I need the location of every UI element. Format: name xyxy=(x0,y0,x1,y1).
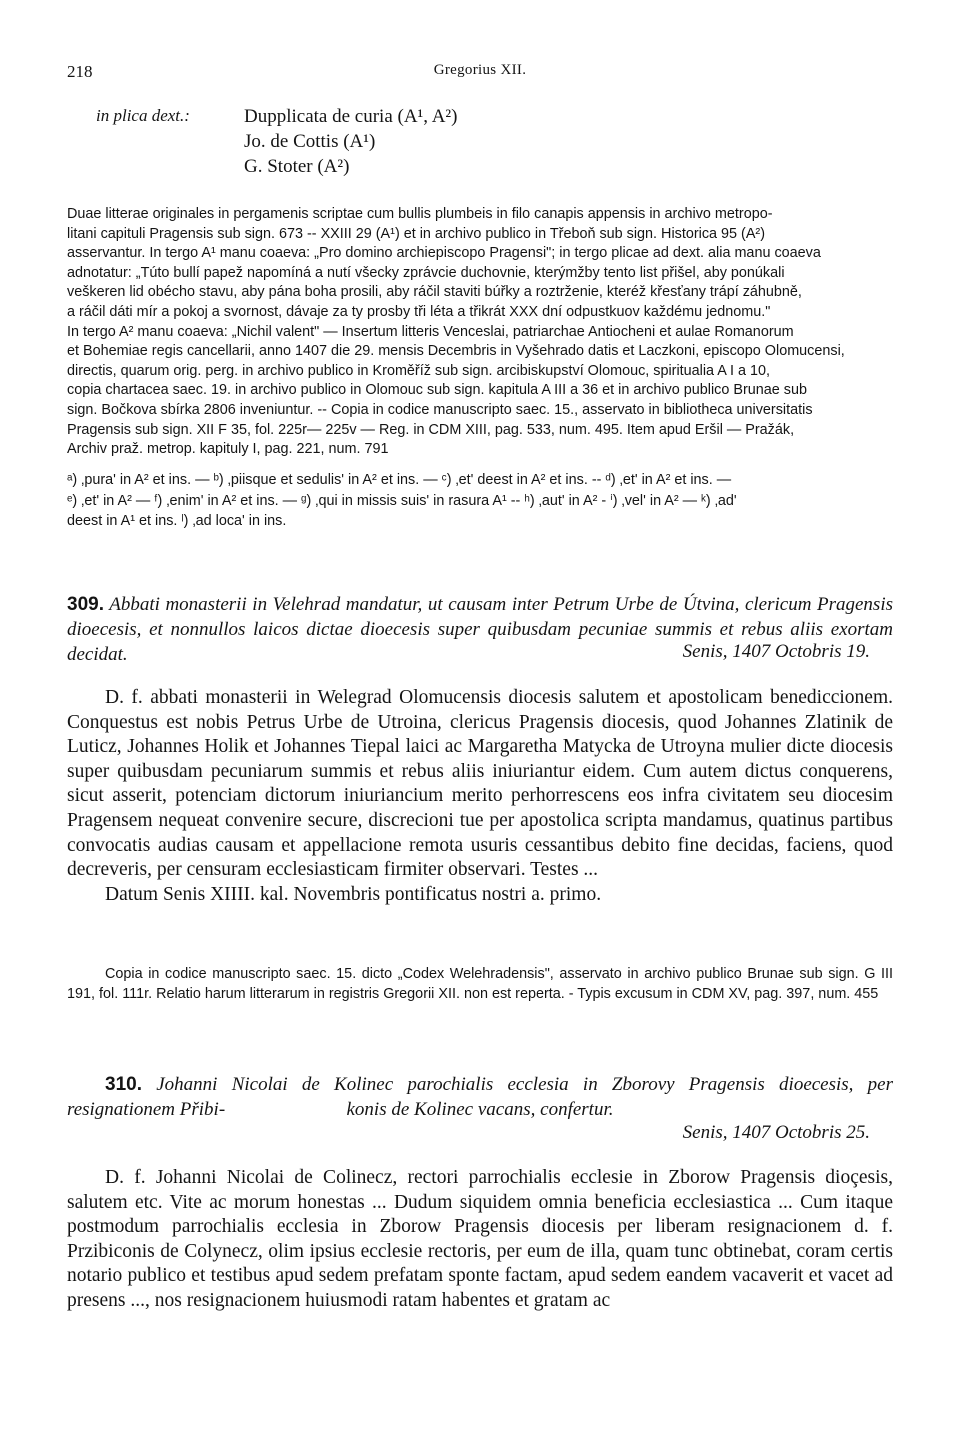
regest-text: Johanni Nicolai de Kolinec parochialis ecclesia in Zborovy Pragensis dioecesis, per resignationem Přibi- xyxy=(67,1074,894,1120)
archival-note xyxy=(67,205,893,460)
running-head: Gregorius XII. xyxy=(433,62,527,78)
note-line: Archiv praž. metrop. kapituly I, pag. 221, num. 791 xyxy=(67,441,389,458)
document-text-310 xyxy=(67,1166,893,1314)
note-line: veškeren lid obécho stavu, aby pána boha prosili, aby ráčil staviti búřky a roztrženie, kteréž křesťany trápí záhubně, xyxy=(67,284,802,301)
variant-line: deest in A¹ et ins. ˡ) ‚ad loca' in ins. xyxy=(67,513,287,529)
note-line: et Bohemiae regis cancellarii, anno 1407 die 29. mensis Decembris in Vyšehrado datis et Laczkoni, episcopo Olomucensi, xyxy=(67,343,845,360)
body-paragraph: D. f. abbati monasterii in Welegrad Olomucensis diocesis salutem et apostolicam benediccionem. Conquestus est nobis Petrus Urbe de Utroina, clericus Pragensis diocesis, quod Johannes Zlatinik de Luticz, Johannes Holik et Johannes Tiepal laici ac Margaretha Matycka de Utroyna mulier dicte diocesis super quibusdam pecuniarum summis et rebus aliis iniuriantur eidem. Cum autem dictus conquerens, sicut asserit, potenciam dictorum iniuriancium merito perhorrescens eos infra civitatem seu diocesim Pragensem nequeat convenire secure, discrecioni tue per apostolica scripta mandamus, quatinus partibus convocatis audias causam et appellacione remota usuris cessantibus debito fine decidas, faciens, quod decreveris, per censuram ecclesiasticam firmiter observari. Testes ... xyxy=(67,687,893,881)
plica-label: in plica dext.: xyxy=(96,106,190,125)
document-date: Senis, 1407 Octobris 25. xyxy=(682,1122,870,1143)
page-number: 218 xyxy=(67,62,93,81)
plica-line: Jo. de Cottis (A¹) xyxy=(244,131,376,152)
regest-text: konis de Kolinec vacans, confertur. xyxy=(346,1099,614,1120)
note-line: In tergo A² manu coaeva: „Nichil valent" — Insertum litteris Venceslai, patriarchae Antiocheni et aulae Romanorum xyxy=(67,323,794,340)
document-date: Senis, 1407 Octobris 19. xyxy=(682,641,870,662)
note-line: a ráčil dáti mír a pokoj a svornost, dávaje za ty prosby tři léta a třikrát XXX dní odpustkuov každému jednomu." xyxy=(67,303,771,320)
body-paragraph: D. f. Johanni Nicolai de Colinecz, rectori parrochialis ecclesie in Zborow Pragensis dioçesis, salutem etc. Vite ac morum honestas ... Dudum siquidem omnia beneficia ecclesiastica ... Cum itaque postmodum parrochialis ecclesia in Zborow Pragensis diocesis per liberam resignacionem d. f. Przibiconis de Colynecz, olim ipsius ecclesie rectoris, per eum de illa, quam tunc obtinebat, coram certis notario publico et testibus apud sedem prefatam sponte factam, apud sedem eandem vacaverit et vacet ad presens ..., nos resignacionem huiusmodi ratam habentes et gratam ac xyxy=(67,1167,893,1311)
note-line: Duae litterae originales in pergamenis scriptae cum bullis plumbeis in filo canapis appensis in archivo metropo- xyxy=(67,206,773,222)
document-number: 310. xyxy=(105,1074,142,1095)
note-line: litani capituli Pragensis sub sign. 673 -- XXIII 29 (A¹) et in archivo publico in Třeboň sub sign. Historica 95 (A²) xyxy=(67,225,766,242)
note-line: directis, quarum orig. perg. in archivo publico in Kroměříž sub sign. arcibiskupství Olomouc, spiritualia A I a 10, xyxy=(67,362,771,379)
document-number: 309. xyxy=(67,594,104,615)
variant-line: ᵉ) ‚et' in A² — ᶠ) ‚enim' in A² et ins. — ᵍ) ‚qui in missis suis' in rasura A¹ -- ʰ) ‚aut' in A² - ⁱ) ‚vel' in A² — ᵏ) ‚ad' xyxy=(67,492,737,509)
variant-line: ᵃ) ‚pura' in A² et ins. — ᵇ) ‚piisque et sedulis' in A² et ins. — ᶜ) ‚et' deest in A² et ins. -- ᵈ) ‚et' in A² et ins. — xyxy=(67,472,732,488)
document-text-309 xyxy=(67,686,893,907)
note-paragraph: Copia in codice manuscripto saec. 15. dicto „Codex Welehradensis", asservato in archivo publico Brunae sub sign. G III 191, fol. 111r. Relatio harum litterarum in registris Gregorii XII. non est reperta. - Typis excusum in CDM XV, pag. 397, num. 455 xyxy=(67,966,893,1002)
variant-readings xyxy=(67,470,893,532)
regest-310-cont xyxy=(67,1097,893,1122)
note-line: adnotatur: „Túto bullí papež napomíná a nutí všecky zprávcie duchovnie, kterýmžby tento list přišel, aby ponúkali xyxy=(67,264,785,281)
plica-line: Dupplicata de curia (A¹, A²) xyxy=(244,106,458,127)
datum-line: Datum Senis XIIII. kal. Novembris pontificatus nostri a. primo. xyxy=(105,883,602,905)
note-line: asservantur. In tergo A¹ manu coaeva: „Pro domino archiepiscopo Pragensi"; in tergo plicae ad dext. alia manu coaeva xyxy=(67,245,821,262)
regest-text: Abbati monasterii in Velehrad mandatur, ut causam inter Petrum Urbe de Útvina, clericum Pragensis dioecesis, et nonnullos laicos dictae dioecesis super quibusdam pecuniae summis et rebus aliis exortam decidat. xyxy=(67,594,893,665)
note-line: sign. Bočkova sbírka 2806 inveniuntur. -- Copia in codice manuscripto saec. 15., asservato in bibliotheca universitatis xyxy=(67,401,813,418)
archival-note-309 xyxy=(67,965,893,1004)
plica-line: G. Stoter (A²) xyxy=(244,156,350,177)
plica-annotations xyxy=(244,104,457,179)
note-line: copia chartacea saec. 19. in archivo publico in Olomouc sub sign. kapitula A III a 36 et in archivo publico Brunae sub xyxy=(67,382,807,399)
note-line: Pragensis sub sign. XII F 35, fol. 225r— 225v — Reg. in CDM XIII, pag. 533, num. 495. Item apud Eršil — Pražák, xyxy=(67,421,795,438)
